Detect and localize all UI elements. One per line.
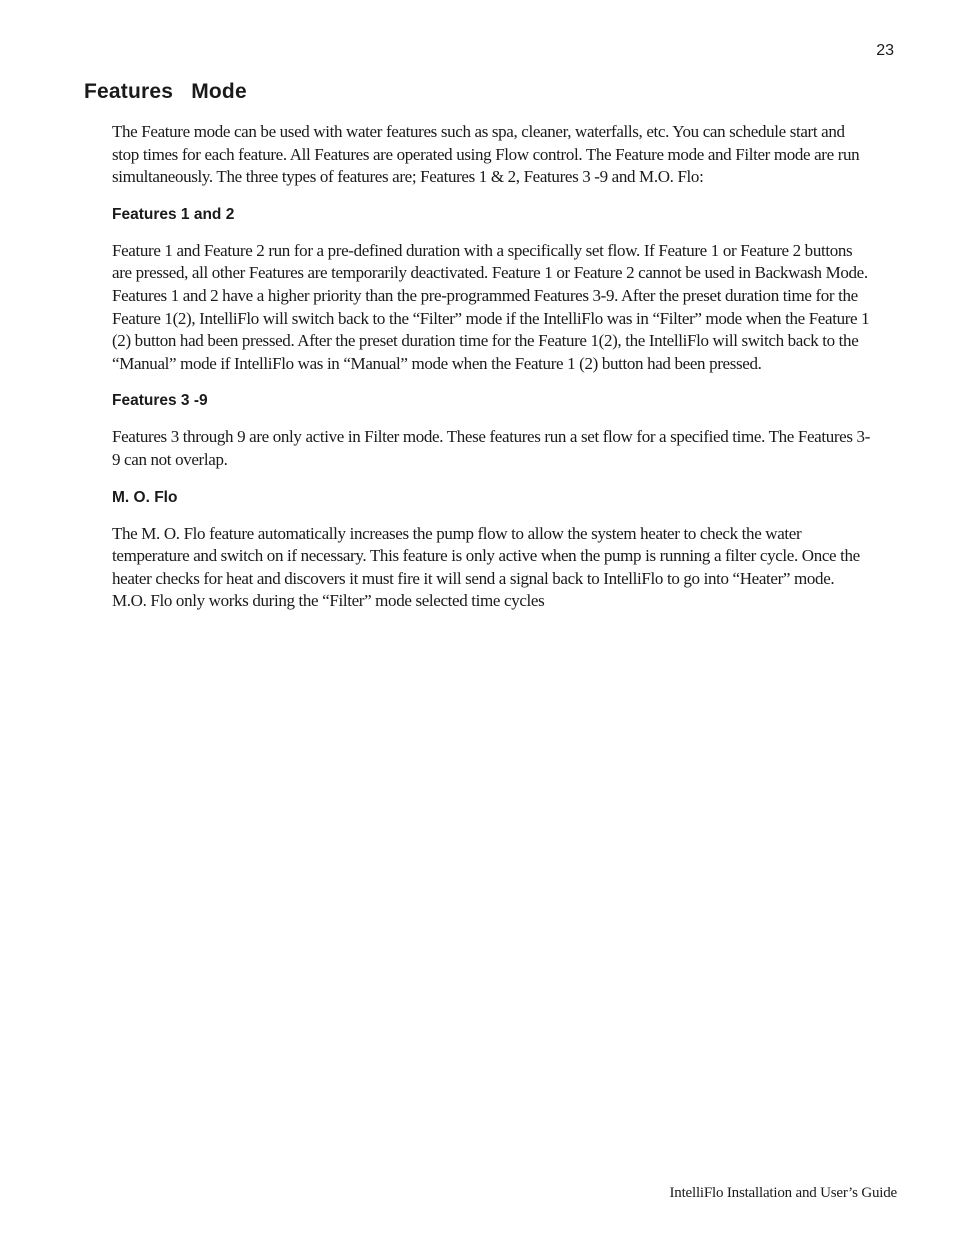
subsection-paragraph-features-3-9: Features 3 through 9 are only active in Filter mode. These features run a set flow for a specified time. The Features 3-9 can not overlap. (112, 427, 871, 469)
subsection-heading-features-1-2: Features 1 and 2 (112, 205, 235, 223)
page-number: 23 (876, 42, 894, 59)
subsection-heading-mo-flo: M. O. Flo (112, 488, 178, 506)
intro-paragraph: The Feature mode can be used with water features such as spa, cleaner, waterfalls, etc. You can schedule start and stop times for each feature. All Features are operated using Flow control. The Feature mode and Filter mode are run simultaneously. The three types of features are; Features 1 & 2, Features 3 -9 and M.O. Flo: (112, 122, 860, 187)
document-body (112, 121, 872, 613)
subsection-paragraph-features-1-2: Feature 1 and Feature 2 run for a pre-defined duration with a specifically set flow. If Feature 1 or Feature 2 buttons are pressed, all other Features are temporarily deactivated. Feature 1 or Feature 2 cannot be used in Backwash Mode. Features 1 and 2 have a higher priority than the pre-programmed Features 3-9. After the preset duration time for the Feature 1(2), IntelliFlo will switch back to the “Filter” mode if the IntelliFlo was in “Filter” mode when the Feature 1 (2) button had been pressed. After the preset duration time for the Feature 1(2), the IntelliFlo will switch back to the “Manual” mode if IntelliFlo was in “Manual” mode when the Feature 1 (2) button had been pressed. (112, 240, 870, 373)
subsection-heading-features-3-9: Features 3 -9 (112, 392, 208, 410)
subsection-paragraph-mo-flo: The M. O. Flo feature automatically increases the pump flow to allow the system heater to check the water temperature and switch on if necessary. This feature is only active when the pump is running a filter cycle. Once the heater checks for heat and discovers it must fire it will send a signal back to IntelliFlo to go into “Heater” mode. M.O. Flo only works during the “Filter” mode selected time cycles (112, 523, 860, 611)
page-footer: IntelliFlo Installation and User’s Guide (669, 1185, 897, 1201)
page-title: Features Mode (84, 80, 247, 103)
